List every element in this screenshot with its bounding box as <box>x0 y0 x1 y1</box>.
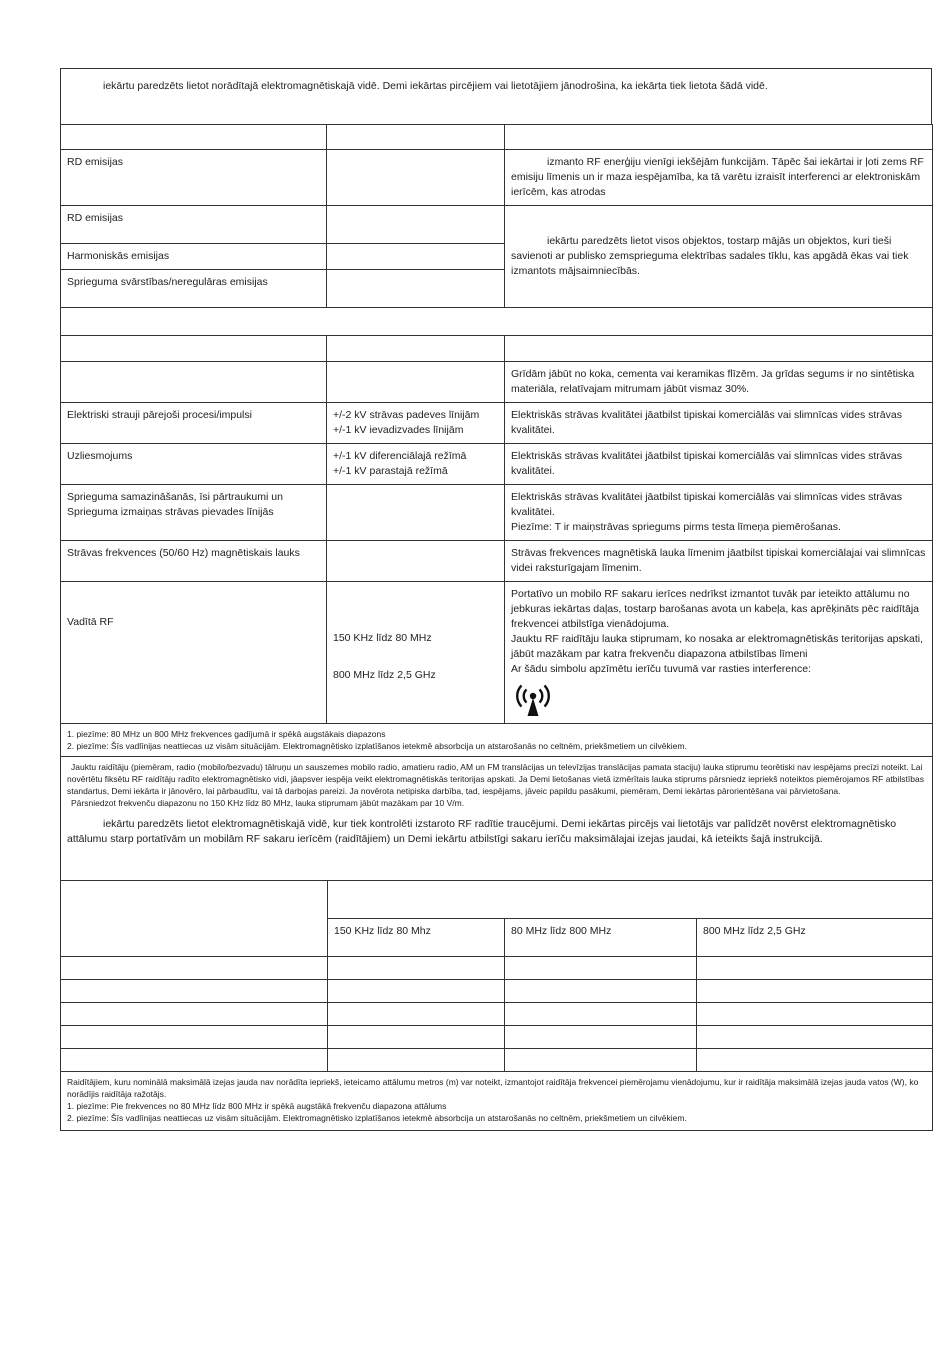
level-cell <box>327 150 505 206</box>
emissions-header-row <box>61 125 933 150</box>
cell <box>697 1026 933 1049</box>
env-cell: Grīdām jābūt no koka, cementa vai keramikas flīzēm. Ja grīdas segums ir no sintētiska materiāla, relatīvajam mitrumam jābūt vismaz 30%. <box>505 362 933 403</box>
table-row <box>61 485 933 541</box>
table-row-rf <box>61 582 933 724</box>
env-cell: Strāvas frekvences magnētiskā lauka līmenim jāatbilst tipiskai komerciālajai vai slimnīcas videi raksturīgajam līmenim. <box>505 541 933 582</box>
footnote-b-text: Pārsniedzot frekvenču diapazonu no 150 KHz līdz 80 MHz, lauka stiprumam jābūt mazākam par 10 V/m. <box>71 798 465 808</box>
immunity-title-row <box>61 308 933 336</box>
level-cell <box>327 485 505 541</box>
document-page <box>60 68 932 1131</box>
non-ionizing-radiation-icon <box>511 683 555 717</box>
table-row <box>61 541 933 582</box>
cell <box>61 980 328 1003</box>
test-cell: RD emisijas <box>61 150 327 206</box>
test-cell: Uzliesmojums <box>61 444 327 485</box>
env-cell: Elektriskās strāvas kvalitātei jāatbilst tipiskai komerciālās vai slimnīcas vides strāvas kvalitātei. <box>505 444 933 485</box>
cell <box>328 980 505 1003</box>
cell <box>697 980 933 1003</box>
level-cell <box>327 270 505 308</box>
table-row <box>61 150 933 206</box>
distance-header-row-1 <box>61 881 933 919</box>
rf-level-2: 800 MHz līdz 2,5 GHz <box>333 669 436 681</box>
rf-env-1: Portatīvo un mobilo RF sakaru ierīces nedrīkst izmantot tuvāk par ieteikto attālumu no jebkuras iekārtas daļas, tostarp barošanas avota un kabeļa, kas aprēķināts pēc raidītāja frekvencei atbilstīga vienādojuma. <box>511 588 919 630</box>
cell <box>61 1003 328 1026</box>
notes-row <box>61 724 933 757</box>
distance-intro-text: iekārtu paredzēts lietot elektromagnētiskajā vidē, kur tiek kontrolēti izstaroto RF radītie traucējumi. Demi iekārtas pircējs vai lietotājs var palīdzēt novērst elektromagnētisko attālumu starp portatīvām un mobilām RF sakaru ierīcēm (raidītājiem) un Demi iekārtu atbilstīgi sakaru ierīču maksimālajai izejas jaudai, kā ieteikts šajā instrukcijā. <box>67 818 897 845</box>
cell <box>697 1003 933 1026</box>
env-cell: Elektriskās strāvas kvalitātei jāatbilst tipiskai komerciālās vai slimnīcas vides strāvas kvalitātei. <box>505 403 933 444</box>
table-row <box>61 206 933 244</box>
cell <box>505 957 697 980</box>
distance-table <box>60 880 933 1131</box>
intro-text: iekārtu paredzēts lietot norādītajā elektromagnētiskajā vidē. Demi iekārtas pircējiem vai lietotājiem jānodrošina, ka iekārta tiek lietota šādā vidē. <box>60 68 932 124</box>
test-cell: Elektriski strauji pārejoši procesi/impulsi <box>61 403 327 444</box>
header-cell <box>327 125 505 150</box>
footnote-row <box>61 757 933 881</box>
env-cell <box>505 150 933 206</box>
level-cell <box>327 206 505 244</box>
header-cell <box>505 125 933 150</box>
level-cell <box>327 244 505 270</box>
test-cell <box>61 485 327 541</box>
rf-env-3: Ar šādu simbolu apzīmētu ierīču tuvumā var rasties interference: <box>511 663 811 675</box>
freq-header-1: 150 KHz līdz 80 Mhz <box>328 919 505 957</box>
header-cell <box>61 125 327 150</box>
header-cell <box>61 336 327 362</box>
distance-note-2: 2. piezīme: Šīs vadlīnijas neattiecas uz visām situācijām. Elektromagnētisko izplatīšanos ietekmē absorbcija un atstarošanās no celtnēm, priekšmetiem un cilvēkiem. <box>67 1113 687 1123</box>
env-cell-merged <box>505 206 933 308</box>
cell <box>61 957 328 980</box>
cell <box>505 980 697 1003</box>
table-row <box>61 403 933 444</box>
env-cell <box>505 582 933 724</box>
header-cell <box>328 881 933 919</box>
test-line: Sprieguma izmaiņas strāvas pievades līnijās <box>67 506 274 518</box>
level-line: +/-1 kV ievadizvades līnijām <box>333 424 464 436</box>
note-1: 1. piezīme: 80 MHz un 800 MHz frekvences gadījumā ir spēkā augstākais diapazons <box>67 729 386 739</box>
freq-header-2: 80 MHz līdz 800 MHz <box>505 919 697 957</box>
level-cell <box>327 444 505 485</box>
distance-intro <box>67 817 926 847</box>
env-line: Elektriskās strāvas kvalitātei jāatbilst tipiskai komerciālās vai slimnīcas vides strāvas kvalitātei. <box>511 491 902 518</box>
env-cell <box>505 485 933 541</box>
cell <box>61 1026 328 1049</box>
distance-note-1: 1. piezīme: Pie frekvences no 80 MHz līdz 800 MHz ir spēkā augstākā frekvenču diapazona attālums <box>67 1101 447 1111</box>
distance-notes-row <box>61 1072 933 1131</box>
cell <box>328 1049 505 1072</box>
rf-test-label: Vadītā RF <box>67 616 114 628</box>
table-row <box>61 980 933 1003</box>
immunity-header-row <box>61 336 933 362</box>
cell <box>505 1003 697 1026</box>
note-2: 2. piezīme: Šīs vadlīnijas neattiecas uz visām situācijām. Elektromagnētisko izplatīšanos ietekmē absorbcija un atstarošanās no celtnēm, priekšmetiem un cilvēkiem. <box>67 741 687 751</box>
notes-cell <box>61 724 933 757</box>
level-line: +/-1 kV parastajā režīmā <box>333 465 448 477</box>
table-row <box>61 1026 933 1049</box>
test-cell: Sprieguma svārstības/neregulāras emisijas <box>61 270 327 308</box>
cell <box>61 1049 328 1072</box>
table-row <box>61 1003 933 1026</box>
footnote-b <box>67 797 926 809</box>
rf-env-2: Jauktu RF raidītāju lauka stiprumam, ko nosaka ar elektromagnētiskās teritorijas apskati, jābūt mazākam par katra frekvenču diapazona atbilstības līmeni <box>511 633 924 660</box>
test-cell: Strāvas frekvences (50/60 Hz) magnētiskais lauks <box>61 541 327 582</box>
cell <box>697 957 933 980</box>
distance-note-main: Raidītājiem, kuru nominālā maksimālā izejas jauda nav norādīta iepriekš, ieteicamo attālumu metros (m) var noteikt, izmantojot raidītāja frekvencei piemērojamu vienādojumu, kur ir raidītāja maksimālā izejas jauda vatos (W), ko norādījis raidītāja ražotājs. <box>67 1077 919 1099</box>
freq-header-3: 800 MHz līdz 2,5 GHz <box>697 919 933 957</box>
level-cell <box>327 541 505 582</box>
test-line: Sprieguma samazināšanās, īsi pārtraukumi un <box>67 491 283 503</box>
table-row <box>61 1049 933 1072</box>
cell <box>328 1003 505 1026</box>
header-cell <box>505 336 933 362</box>
emissions-table <box>60 124 933 308</box>
footnote-a-text: Jauktu raidītāju (piemēram, radio (mobilo/bezvadu) tālruņu un sauszemes mobilo radio, amatieru radio, AM un FM translācijas un televīzijas translācijas pamata staciju) lauka stiprumu teorētiski nav iespējams precīzi noteikt. Lai novērtētu fiksētu RF raidītāju radīto elektromagnētisko vidi, jāapsver iespēja veikt elektromagnētiskās teritorijas apskati. Ja Demi lietošanas vietā izmērītais lauka stiprums pārsniedz iepriekš noteiktos piemērojamos RF atbilstības standartus, Demi iekārta ir jānovēro, lai pārbaudītu, vai tā darbojas pareizi. Ja novērota netipiska darbība, tad, iespējams, jāveic papildu pasākumi, piemēram, Demi iekārtas pārorientēšana vai pārvietošana. <box>67 762 924 796</box>
level-cell <box>327 403 505 444</box>
test-cell: RD emisijas <box>61 206 327 244</box>
table-row <box>61 957 933 980</box>
header-cell <box>327 336 505 362</box>
level-line: +/-1 kV diferenciālajā režīmā <box>333 450 467 462</box>
cell <box>505 1026 697 1049</box>
table-row <box>61 444 933 485</box>
test-cell <box>61 582 327 724</box>
level-line: +/-2 kV strāvas padeves līnijām <box>333 409 480 421</box>
cell <box>328 957 505 980</box>
test-cell <box>61 362 327 403</box>
level-cell <box>327 582 505 724</box>
immunity-table <box>60 307 933 881</box>
footnote-a <box>67 761 926 797</box>
table-row <box>61 362 933 403</box>
env-line: Piezīme: T ir maiņstrāvas spriegums pirms testa līmeņa piemērošanas. <box>511 521 841 533</box>
level-cell <box>327 362 505 403</box>
cell <box>697 1049 933 1072</box>
cell <box>328 1026 505 1049</box>
footnote-cell <box>61 757 933 881</box>
header-cell <box>61 881 328 957</box>
env-text: iekārtu paredzēts lietot visos objektos, tostarp mājās un objektos, kuri tieši savienoti ar publisko zemsprieguma elektrības sadales tīklu, kas apgādā ēkas vai tiek izmantots mājsaimniecībās. <box>511 235 909 277</box>
cell <box>505 1049 697 1072</box>
rf-level-1: 150 KHz līdz 80 MHz <box>333 632 432 644</box>
test-cell: Harmoniskās emisijas <box>61 244 327 270</box>
env-text: izmanto RF enerģiju vienīgi iekšējām funkcijām. Tāpēc šai iekārtai ir ļoti zems RF emisiju līmenis un ir maza iespējamība, ka tā varētu izraisīt interferenci ar elektroniskām ierīcēm, kas atrodas <box>511 156 924 198</box>
title-cell <box>61 308 933 336</box>
distance-notes-cell <box>61 1072 933 1131</box>
